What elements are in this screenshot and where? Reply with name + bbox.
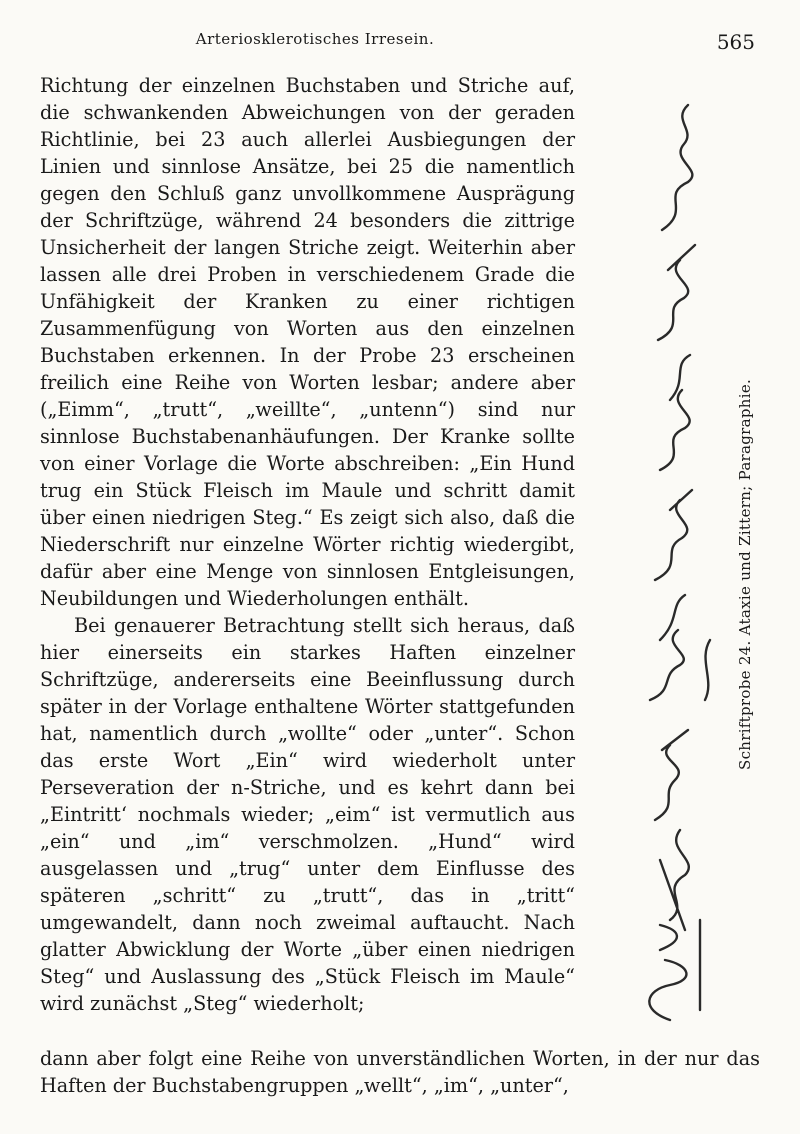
running-header: Arteriosklerotisches Irresein. (195, 30, 435, 48)
handwriting-specimen-image (600, 60, 740, 1035)
figure-caption (736, 350, 766, 770)
paragraph: Bei genauerer Betrachtung stellt sich heraus, daß hier einerseits ein starkes Haften einzelner Schriftzüge, andererseits eine Beeinflussung durch später in der Vorlage enthaltene Wörter stattgefunden hat, namentlich durch „wollte“ oder „unter“. Schon das erste Wort „Ein“ wird wiederholt unter Perseveration der n-Striche, und es kehrt dann bei „Eintritt‘ nochmals wieder; „eim“ ist vermutlich aus „ein“ und „im“ verschmolzen. „Hund“ wird ausgelassen und „trug“ unter dem Einflusse des späteren „schritt“ zu „trutt“, das in „tritt“ umgewandelt, dann noch zweimal auftaucht. Nach glatter Abwicklung der Worte „über einen niedrigen Steg“ und Auslassung des „Stück Fleisch im Maule“ wird zunächst „Steg“ wiederholt; (40, 614, 575, 1015)
body-text-column (40, 72, 575, 1017)
full-width-text (40, 1045, 760, 1099)
page-number: 565 (716, 30, 755, 54)
paragraph-continuation: dann aber folgt eine Reihe von unverständlichen Worten, in der nur das Haften der Buchstabengruppen „wellt“, „im“, „unter“, (40, 1047, 760, 1097)
figure-caption-text: Schriftprobe 24. Ataxie und Zittern; Paragraphie. (736, 378, 754, 770)
paragraph: Richtung der einzelnen Buchstaben und Striche auf, die schwankenden Abweichungen von der geraden Richtlinie, bei 23 auch allerlei Ausbiegungen der Linien und sinnlose Ansätze, bei 25 die namentlich gegen den Schluß ganz unvollkommene Ausprägung der Schriftzüge, während 24 besonders die zittrige Unsicherheit der langen Striche zeigt. Weiterhin aber lassen alle drei Proben in verschiedenem Grade die Unfähigkeit der Kranken zu einer richtigen Zusammenfügung von Worten aus den einzelnen Buchstaben erkennen. In der Probe 23 erscheinen freilich eine Reihe von Worten lesbar; andere aber („Eimm“, „trutt“, „weillte“, „untenn“) sind nur sinnlose Buchstabenanhäufungen. Der Kranke sollte von einer Vorlage die Worte abschreiben: „Ein Hund trug ein Stück Fleisch im Maule und schritt damit über einen niedrigen Steg.“ Es zeigt sich also, daß die Niederschrift nur einzelne Wörter richtig wiedergibt, dafür aber eine Menge von sinnlosen Entgleisungen, Neubildungen und Wiederholungen enthält. (40, 74, 575, 610)
